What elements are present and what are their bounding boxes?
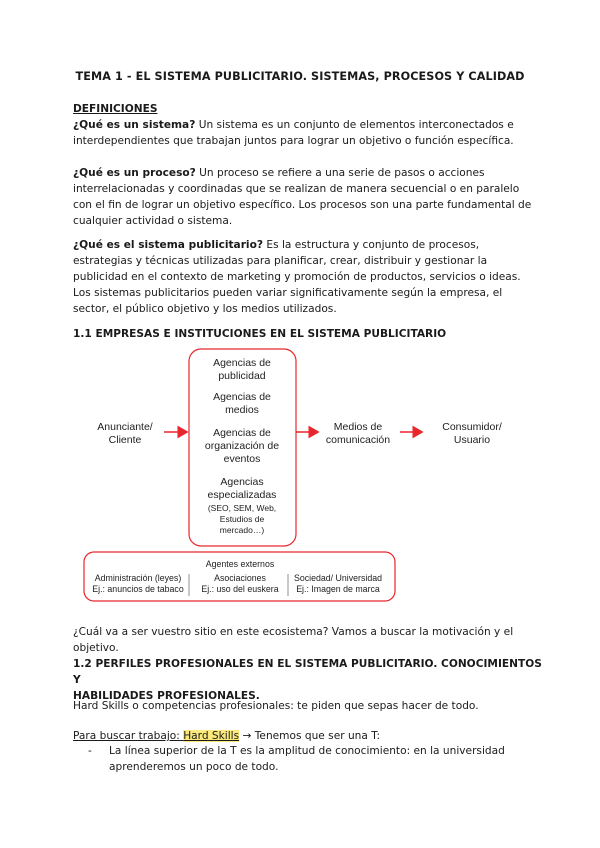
- agente-sociedad-line1: Sociedad/ Universidad: [293, 573, 383, 583]
- anunciante-label-line1: Anunciante/: [97, 421, 153, 433]
- hard-skills-highlight: Hard Skills: [183, 730, 240, 742]
- agencia-medios-line2: medios: [225, 404, 259, 416]
- consumidor-label-line1: Consumidor/: [442, 421, 502, 433]
- buscar-trabajo-rest: → Tenemos que ser una T:: [239, 730, 381, 742]
- agencia-medios-line1: Agencias de: [213, 391, 271, 403]
- buscar-trabajo-label: Para buscar trabajo:: [73, 730, 184, 742]
- consumidor-label-line2: Usuario: [453, 434, 491, 446]
- agencia-eventos-line1: Agencias de: [213, 427, 271, 439]
- page-title: TEMA 1 - EL SISTEMA PUBLICITARIO. SISTEMAS, PROCESOS Y CALIDAD: [75, 70, 525, 83]
- section-1-2-heading: [73, 656, 543, 704]
- definition-proceso-question: ¿Qué es un proceso?: [73, 167, 196, 179]
- medios-label-line1: Medios de: [333, 421, 383, 433]
- agencia-especializadas-line1: Agencias: [220, 476, 264, 488]
- agente-administracion-line2: Ej.: anuncios de tabaco: [92, 584, 184, 594]
- agente-administracion-line1: Administración (leyes): [94, 573, 182, 583]
- section-1-2-heading-line1: 1.2 PERFILES PROFESIONALES EN EL SISTEMA PUBLICITARIO. CONOCIMIENTOS Y: [73, 658, 542, 686]
- definition-publi-question: ¿Qué es el sistema publicitario?: [73, 239, 263, 251]
- agente-asociaciones-line1: Asociaciones: [214, 573, 266, 583]
- agencia-publicidad-line1: Agencias de: [213, 357, 271, 369]
- agencia-eventos-line2: organización de: [204, 440, 280, 452]
- hard-skills-paragraph: Hard Skills o competencias profesionales: te piden que sepas hacer de todo.: [73, 700, 479, 712]
- ecosystem-question: ¿Cuál va a ser vuestro sitio en este ecosistema? Vamos a buscar la motivación y el objetivo.: [73, 626, 514, 654]
- especializadas-detail-line1: (SEO, SEM, Web,: [207, 503, 277, 513]
- agencia-eventos-line3: eventos: [223, 453, 261, 465]
- definition-sistema-question: ¿Qué es un sistema?: [73, 119, 196, 131]
- anunciante-label-line2: Cliente: [108, 434, 142, 446]
- section-1-1-heading: 1.1 EMPRESAS E INSTITUCIONES EN EL SISTEMA PUBLICITARIO: [73, 328, 447, 340]
- definition-sistema-answer: Un sistema es un conjunto de elementos interconectados e interdependientes que trabajan juntos para lograr un objetivo o función específica.: [73, 119, 514, 147]
- agentes-externos-title: Agentes externos: [205, 559, 275, 569]
- agente-sociedad-line2: Ej.: Imagen de marca: [296, 584, 380, 594]
- definition-publi-answer: Es la estructura y conjunto de procesos, estrategias y técnicas utilizadas para planificar, crear, distribuir y gestionar la publicidad en el contexto de marketing y promoción de productos, servicios o ideas. Los sistemas publicitarios pueden variar significativamente según la empresa, el sector, el público objetivo y los medios utilizados.: [73, 239, 521, 315]
- agencia-especializadas-line2: especializadas: [207, 489, 277, 501]
- medios-label-line2: comunicación: [325, 434, 391, 446]
- buscar-trabajo-line: [73, 728, 533, 744]
- definition-proceso-answer: Un proceso se refiere a una serie de pasos o acciones interrelacionadas y coordinadas que se realizan de manera secuencial o en paralelo con el fin de lograr un objetivo específico. Los procesos son una parte fundamental de cualquier actividad o sistema.: [73, 167, 532, 227]
- bullet-dash: -: [88, 745, 92, 757]
- especializadas-detail-line2: Estudios de: [219, 514, 265, 524]
- agencia-publicidad-line2: publicidad: [218, 370, 266, 382]
- agente-asociaciones-line2: Ej.: uso del euskera: [201, 584, 279, 594]
- section-1-2-heading-line2: HABILIDADES PROFESIONALES.: [73, 690, 260, 702]
- definitions-heading-text: DEFINICIONES: [73, 103, 158, 115]
- especializadas-detail-line3: mercado…): [219, 525, 265, 535]
- bullet-text: La línea superior de la T es la amplitud de conocimiento: en la universidad aprenderemos un poco de todo.: [109, 745, 505, 773]
